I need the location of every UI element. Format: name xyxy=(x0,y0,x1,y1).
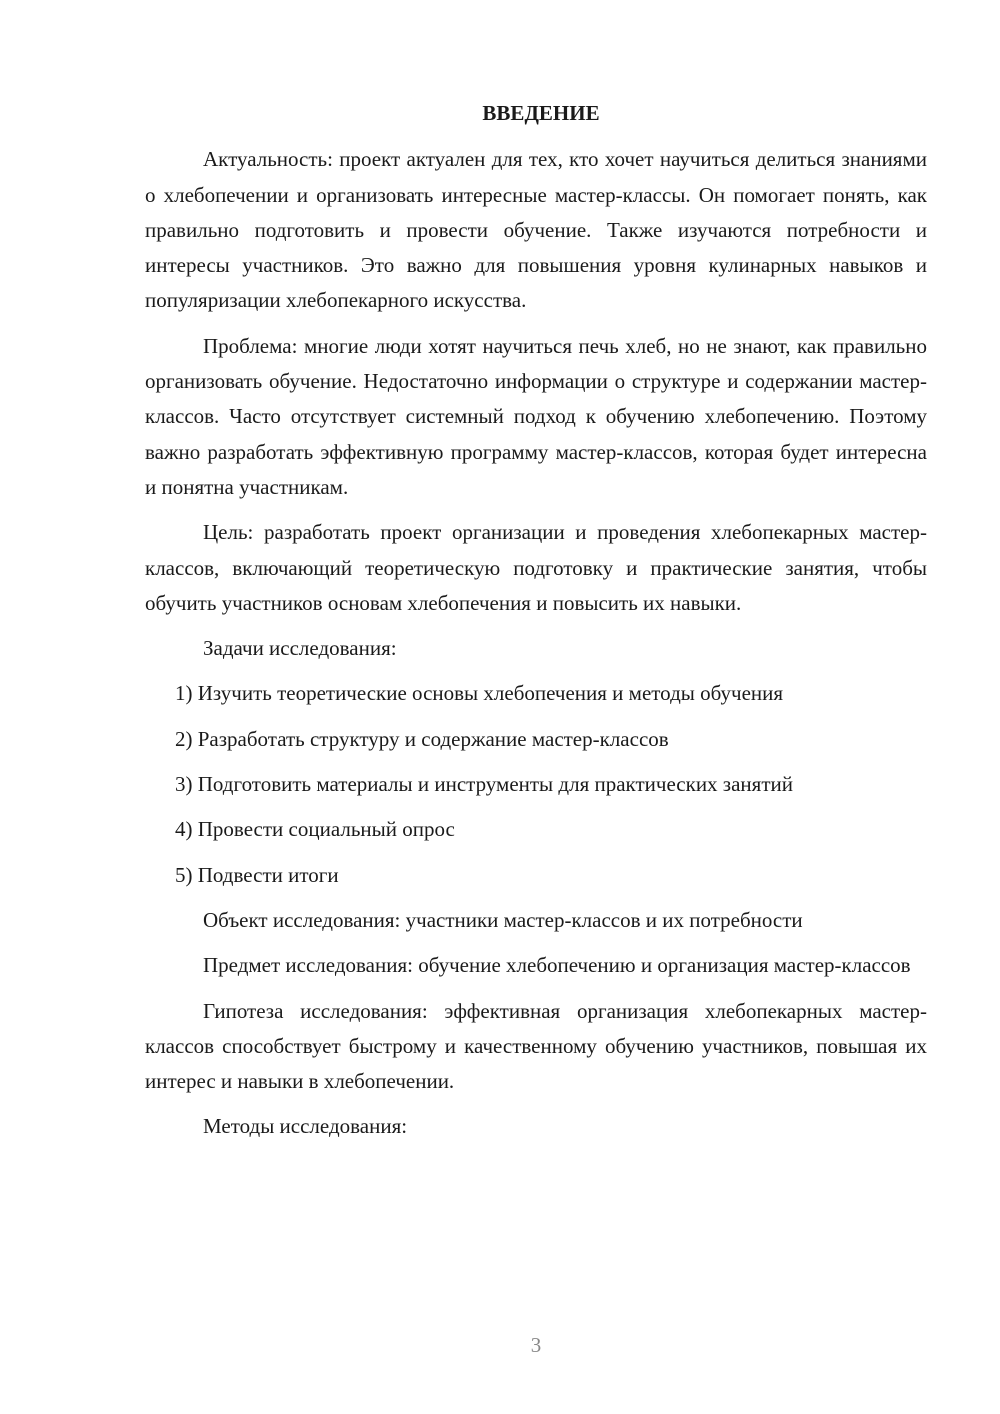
subject-paragraph: Предмет исследования: обучение хлебопечению и организация мастер-классов xyxy=(203,953,911,978)
list-item: 2) Разработать структуру и содержание мастер-классов xyxy=(175,726,669,751)
goal-paragraph: Цель: разработать проект организации и проведения хлебопекарных мастер-классов, включающий теоретическую подготовку и практические занятия, чтобы обучить участников основам хлебопечения и повысить их навыки. xyxy=(145,520,927,615)
page-number: 3 xyxy=(530,1333,542,1357)
tasks-heading: Задачи исследования: xyxy=(203,636,397,661)
tasks-list xyxy=(145,676,927,892)
list-item: 3) Подготовить материалы и инструменты для практических занятий xyxy=(175,772,793,797)
list-item: 5) Подвести итоги xyxy=(175,862,339,887)
problem-paragraph: Проблема: многие люди хотят научиться печь хлеб, но не знают, как правильно организовать обучение. Недостаточно информации о структуре и содержании мастер-классов. Часто отсутствует системный подход к обучению хлебопечению. Поэтому важно разработать эффективную программу мастер-классов, которая будет интересна и понятна участникам. xyxy=(145,333,927,499)
methods-heading: Методы исследования: xyxy=(203,1114,408,1139)
list-item: 4) Провести социальный опрос xyxy=(175,817,455,842)
page-title: ВВЕДЕНИЕ xyxy=(482,101,600,125)
list-item: 1) Изучить теоретические основы хлебопечения и методы обучения xyxy=(175,681,784,706)
relevance-paragraph: Актуальность: проект актуален для тех, кто хочет научиться делиться знаниями о хлебопечении и организовать интересные мастер-классы. Он помогает понять, как правильно подготовить и провести обучение. Также изучаются потребности и интересы участников. Это важно для повышения уровня кулинарных навыков и популяризации хлебопекарного искусства. xyxy=(145,147,927,313)
object-paragraph: Объект исследования: участники мастер-классов и их потребности xyxy=(203,907,803,932)
hypothesis-paragraph: Гипотеза исследования: эффективная организация хлебопекарных мастер-классов способствует быстрому и качественному обучению участников, повышая их интерес и навыки в хлебопечении. xyxy=(145,998,927,1094)
document-page xyxy=(145,96,927,1155)
